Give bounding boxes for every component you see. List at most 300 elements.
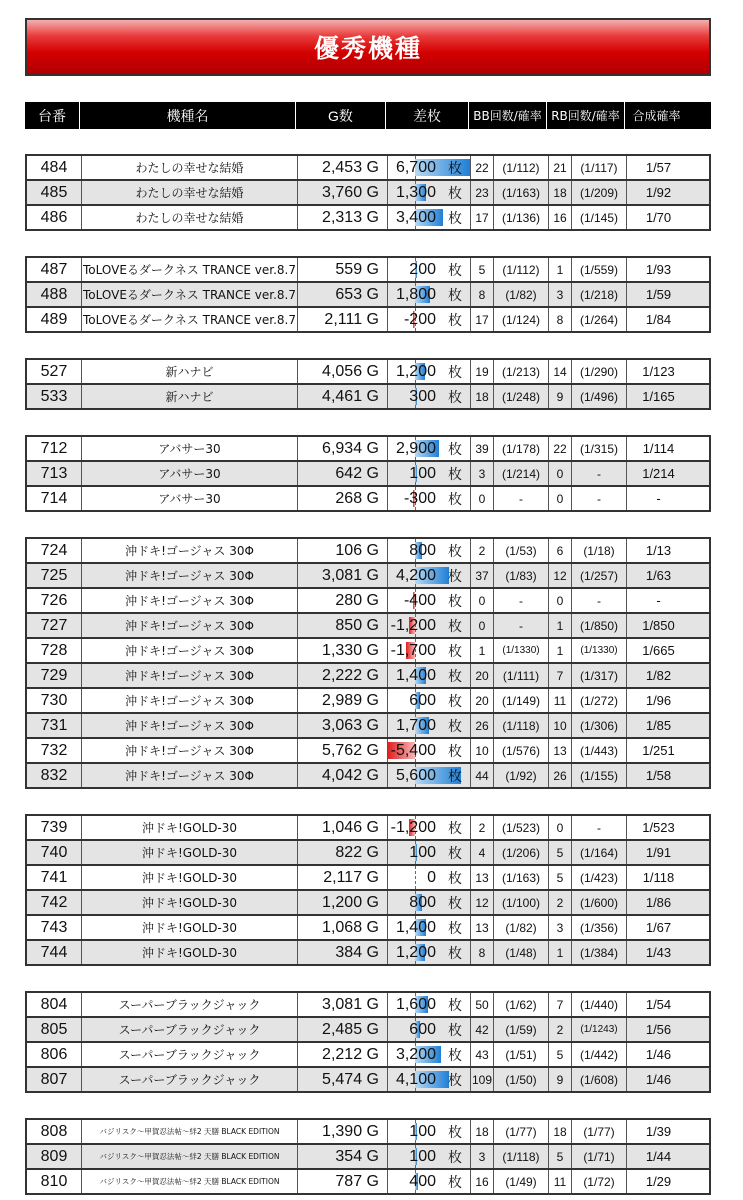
bb-count: 109 [471, 1068, 494, 1091]
bb-rate: (1/59) [494, 1018, 549, 1041]
games-value: 653 [335, 285, 363, 303]
rb-count: 7 [549, 664, 572, 687]
header-total: 合成確率 [632, 109, 681, 123]
total-rate: 1/251 [642, 743, 675, 758]
machine-name: スーパーブラックジャック [82, 1018, 298, 1041]
diff-value: 1,800 [395, 285, 436, 303]
total-rate: 1/29 [645, 1174, 672, 1189]
machine-name: わたしの幸せな結婚 [82, 156, 298, 179]
table-row [27, 1145, 709, 1170]
games-cell [298, 639, 388, 662]
machine-name: 沖ドキ!ゴージャス 30Φ [82, 614, 298, 637]
games-cell [298, 258, 388, 281]
bb-rate: (1/213) [494, 360, 549, 383]
games-cell [298, 1068, 388, 1091]
games-cell [298, 664, 388, 687]
machine-group [25, 1118, 711, 1195]
rb-count: 11 [549, 1170, 572, 1193]
diff-unit: 枚 [448, 592, 462, 609]
games-value: 2,212 [322, 1045, 363, 1063]
games-unit: G [366, 285, 379, 303]
bb-count: 3 [471, 462, 494, 485]
games-cell [298, 156, 388, 179]
diff-cell [388, 564, 471, 587]
table-row [27, 1018, 709, 1043]
machine-name: 沖ドキ!ゴージャス 30Φ [82, 739, 298, 762]
rb-count: 14 [549, 360, 572, 383]
diff-unit: 枚 [448, 1173, 462, 1190]
rb-count: 16 [549, 206, 572, 229]
machine-number: 809 [27, 1145, 82, 1168]
rb-rate: - [572, 462, 627, 485]
table-row [27, 283, 709, 308]
total-rate: 1/93 [645, 262, 672, 277]
table-row [27, 639, 709, 664]
games-unit: G [366, 741, 379, 759]
table-row [27, 841, 709, 866]
games-unit: G [366, 1122, 379, 1140]
header-num: 台番 [25, 102, 80, 129]
bb-rate: (1/51) [494, 1043, 549, 1066]
table-row [27, 181, 709, 206]
bb-rate: (1/48) [494, 941, 549, 964]
diff-unit: 枚 [448, 1071, 462, 1088]
games-cell [298, 589, 388, 612]
games-cell [298, 1170, 388, 1193]
page-title: 優秀機種 [313, 34, 422, 63]
bb-count: 20 [471, 689, 494, 712]
group-gap [25, 231, 711, 256]
rb-count: 2 [549, 891, 572, 914]
rb-rate: (1/71) [572, 1145, 627, 1168]
diff-value: -5,400 [390, 741, 436, 759]
diff-cell [388, 385, 471, 408]
games-value: 106 [335, 541, 363, 559]
rb-count: 12 [549, 564, 572, 587]
rb-count: 3 [549, 283, 572, 306]
diff-value: 2,900 [395, 439, 436, 457]
bb-count: 8 [471, 941, 494, 964]
total-rate: 1/58 [645, 768, 672, 783]
games-cell [298, 308, 388, 331]
bb-rate: (1/178) [494, 437, 549, 460]
rb-count: 21 [549, 156, 572, 179]
rb-rate: (1/608) [572, 1068, 627, 1091]
games-cell [298, 360, 388, 383]
diff-value: -300 [403, 489, 436, 507]
games-value: 850 [335, 616, 363, 634]
diff-unit: 枚 [448, 311, 462, 328]
diff-cell [388, 487, 471, 510]
diff-value: -1,200 [390, 818, 436, 836]
machine-name: 沖ドキ!ゴージャス 30Φ [82, 664, 298, 687]
zero-axis [415, 866, 416, 889]
rb-count: 0 [549, 816, 572, 839]
games-cell [298, 181, 388, 204]
games-value: 1,068 [322, 918, 363, 936]
machine-name: ToLOVEるダークネス TRANCE ver.8.7 [82, 258, 298, 281]
games-unit: G [366, 641, 379, 659]
machine-number: 806 [27, 1043, 82, 1066]
games-unit: G [366, 439, 379, 457]
diff-cell [388, 689, 471, 712]
games-unit: G [366, 843, 379, 861]
bb-rate: (1/118) [494, 714, 549, 737]
games-value: 6,934 [322, 439, 363, 457]
machine-group [25, 358, 711, 410]
machine-number: 527 [27, 360, 82, 383]
diff-cell [388, 156, 471, 179]
rb-count: 0 [549, 487, 572, 510]
rb-rate: (1/559) [572, 258, 627, 281]
machine-group [25, 537, 711, 789]
bb-count: 18 [471, 385, 494, 408]
games-value: 5,474 [322, 1070, 363, 1088]
machine-name: アバサー30 [82, 437, 298, 460]
diff-unit: 枚 [448, 363, 462, 380]
table-row [27, 206, 709, 231]
games-value: 3,760 [322, 183, 363, 201]
diff-cell [388, 437, 471, 460]
games-value: 4,461 [322, 387, 363, 405]
diff-unit: 枚 [448, 944, 462, 961]
diff-value: -1,200 [390, 616, 436, 634]
rb-count: 18 [549, 1120, 572, 1143]
table-row [27, 614, 709, 639]
games-cell [298, 1145, 388, 1168]
machine-group [25, 256, 711, 333]
total-rate: 1/214 [642, 466, 675, 481]
diff-unit: 枚 [448, 844, 462, 861]
total-rate: 1/54 [645, 997, 672, 1012]
games-value: 354 [335, 1147, 363, 1165]
machine-name: スーパーブラックジャック [82, 1043, 298, 1066]
diff-cell [388, 1068, 471, 1091]
diff-value: 3,200 [395, 1045, 436, 1063]
diff-cell [388, 941, 471, 964]
games-unit: G [366, 818, 379, 836]
games-value: 2,989 [322, 691, 363, 709]
table-row [27, 1043, 709, 1068]
games-unit: G [366, 387, 379, 405]
table-header [25, 102, 711, 129]
games-value: 2,117 [323, 868, 363, 886]
games-value: 2,453 [322, 158, 363, 176]
games-cell [298, 1120, 388, 1143]
diff-value: 100 [409, 1122, 436, 1140]
table-row [27, 564, 709, 589]
games-unit: G [366, 766, 379, 784]
rb-count: 3 [549, 916, 572, 939]
bb-count: 44 [471, 764, 494, 787]
diff-unit: 枚 [448, 388, 462, 405]
rb-rate: (1/442) [572, 1043, 627, 1066]
rb-count: 9 [549, 385, 572, 408]
games-unit: G [366, 995, 379, 1013]
table-row [27, 462, 709, 487]
rb-rate: (1/155) [572, 764, 627, 787]
rb-count: 1 [549, 258, 572, 281]
rb-rate: (1/600) [572, 891, 627, 914]
header-name: 機種名 [80, 102, 296, 129]
diff-unit: 枚 [448, 1046, 462, 1063]
table-row [27, 739, 709, 764]
bb-rate: (1/206) [494, 841, 549, 864]
machine-name: 沖ドキ!GOLD-30 [82, 891, 298, 914]
machine-name: 沖ドキ!GOLD-30 [82, 841, 298, 864]
bb-rate: (1/149) [494, 689, 549, 712]
total-rate: 1/67 [645, 920, 672, 935]
machine-name: 沖ドキ!ゴージャス 30Φ [82, 564, 298, 587]
bb-rate: (1/82) [494, 283, 549, 306]
bb-count: 5 [471, 258, 494, 281]
rb-count: 0 [549, 462, 572, 485]
diff-cell [388, 891, 471, 914]
diff-unit: 枚 [448, 184, 462, 201]
bb-rate: (1/214) [494, 462, 549, 485]
rb-count: 13 [549, 739, 572, 762]
games-cell [298, 764, 388, 787]
total-rate: 1/70 [645, 210, 672, 225]
diff-value: 4,100 [395, 1070, 436, 1088]
bb-count: 0 [471, 487, 494, 510]
games-value: 280 [335, 591, 363, 609]
rb-rate: (1/145) [572, 206, 627, 229]
machine-group [25, 154, 711, 231]
games-value: 4,056 [322, 362, 363, 380]
games-cell [298, 891, 388, 914]
diff-value: 0 [427, 868, 436, 886]
diff-cell [388, 181, 471, 204]
diff-unit: 枚 [448, 159, 462, 176]
bb-count: 1 [471, 639, 494, 662]
rb-rate: (1/264) [572, 308, 627, 331]
table-row [27, 437, 709, 462]
machine-name: ToLOVEるダークネス TRANCE ver.8.7 [82, 283, 298, 306]
diff-cell [388, 1120, 471, 1143]
table-row [27, 891, 709, 916]
table-row [27, 385, 709, 410]
rb-rate: (1/290) [572, 360, 627, 383]
games-unit: G [366, 691, 379, 709]
games-unit: G [366, 1070, 379, 1088]
total-rate: - [656, 491, 661, 506]
machine-number: 732 [27, 739, 82, 762]
results-table [25, 102, 711, 1195]
games-value: 3,081 [322, 566, 363, 584]
bb-count: 20 [471, 664, 494, 687]
machine-name: スーパーブラックジャック [82, 993, 298, 1016]
machine-number: 805 [27, 1018, 82, 1041]
games-unit: G [366, 260, 379, 278]
machine-number: 729 [27, 664, 82, 687]
games-cell [298, 487, 388, 510]
diff-unit: 枚 [448, 1148, 462, 1165]
machine-number: 804 [27, 993, 82, 1016]
bb-rate: (1/576) [494, 739, 549, 762]
rb-rate: (1/1330) [572, 639, 627, 662]
rb-rate: (1/117) [572, 156, 627, 179]
diff-cell [388, 714, 471, 737]
rb-rate: (1/384) [572, 941, 627, 964]
games-cell [298, 714, 388, 737]
diff-value: -1,700 [390, 641, 436, 659]
games-unit: G [366, 918, 379, 936]
diff-value: 4,200 [395, 566, 436, 584]
machine-number: 810 [27, 1170, 82, 1193]
games-value: 2,313 [322, 208, 363, 226]
diff-cell [388, 1018, 471, 1041]
machine-name: 沖ドキ!ゴージャス 30Φ [82, 689, 298, 712]
machine-name: バジリスク～甲賀忍法帖～絆2 天膳 BLACK EDITION [82, 1120, 298, 1143]
table-row [27, 1068, 709, 1093]
bb-count: 3 [471, 1145, 494, 1168]
machine-name: 沖ドキ!ゴージャス 30Φ [82, 714, 298, 737]
bb-rate: (1/523) [494, 816, 549, 839]
total-rate: 1/123 [642, 364, 675, 379]
rb-count: 9 [549, 1068, 572, 1091]
bb-count: 13 [471, 916, 494, 939]
games-cell [298, 539, 388, 562]
games-unit: G [366, 464, 379, 482]
rb-count: 5 [549, 1145, 572, 1168]
group-gap [25, 410, 711, 435]
games-cell [298, 841, 388, 864]
machine-number: 727 [27, 614, 82, 637]
games-unit: G [366, 893, 379, 911]
machine-number: 740 [27, 841, 82, 864]
diff-unit: 枚 [448, 1123, 462, 1140]
machine-number: 714 [27, 487, 82, 510]
total-rate: 1/92 [645, 185, 672, 200]
games-unit: G [366, 716, 379, 734]
header-rb: RB回数/確率 [547, 102, 625, 129]
diff-value: 100 [409, 843, 436, 861]
rb-count: 1 [549, 941, 572, 964]
diff-cell [388, 462, 471, 485]
machine-number: 726 [27, 589, 82, 612]
diff-cell [388, 539, 471, 562]
games-value: 384 [335, 943, 363, 961]
machine-number: 739 [27, 816, 82, 839]
games-cell [298, 462, 388, 485]
machine-name: 沖ドキ!GOLD-30 [82, 916, 298, 939]
machine-number: 533 [27, 385, 82, 408]
diff-value: 600 [409, 691, 436, 709]
table-row [27, 1120, 709, 1145]
games-unit: G [366, 1020, 379, 1038]
diff-unit: 枚 [448, 869, 462, 886]
games-cell [298, 816, 388, 839]
bb-rate: (1/53) [494, 539, 549, 562]
diff-cell [388, 1043, 471, 1066]
total-rate: 1/850 [642, 618, 675, 633]
diff-unit: 枚 [448, 819, 462, 836]
games-unit: G [366, 489, 379, 507]
diff-unit: 枚 [448, 742, 462, 759]
rb-rate: (1/440) [572, 993, 627, 1016]
machine-name: 沖ドキ!GOLD-30 [82, 866, 298, 889]
diff-value: 1,400 [395, 666, 436, 684]
rb-rate: (1/443) [572, 739, 627, 762]
rb-rate: (1/18) [572, 539, 627, 562]
machine-number: 808 [27, 1120, 82, 1143]
games-unit: G [366, 591, 379, 609]
machine-name: 沖ドキ!ゴージャス 30Φ [82, 764, 298, 787]
diff-value: 1,700 [395, 716, 436, 734]
bb-count: 13 [471, 866, 494, 889]
machine-number: 713 [27, 462, 82, 485]
total-rate: 1/91 [645, 845, 672, 860]
diff-value: 800 [409, 541, 436, 559]
diff-unit: 枚 [448, 692, 462, 709]
diff-cell [388, 841, 471, 864]
machine-name: わたしの幸せな結婚 [82, 181, 298, 204]
diff-value: 300 [409, 387, 436, 405]
rb-rate: (1/315) [572, 437, 627, 460]
games-cell [298, 866, 388, 889]
machine-number: 488 [27, 283, 82, 306]
rb-count: 6 [549, 539, 572, 562]
diff-unit: 枚 [448, 919, 462, 936]
games-value: 5,762 [322, 741, 363, 759]
total-rate: 1/57 [645, 160, 672, 175]
rb-rate: (1/850) [572, 614, 627, 637]
table-row [27, 360, 709, 385]
games-unit: G [366, 868, 379, 886]
games-value: 3,063 [322, 716, 363, 734]
games-unit: G [366, 943, 379, 961]
rb-count: 7 [549, 993, 572, 1016]
diff-cell [388, 1145, 471, 1168]
diff-unit: 枚 [448, 996, 462, 1013]
bb-rate: (1/112) [494, 258, 549, 281]
machine-number: 712 [27, 437, 82, 460]
diff-value: -200 [403, 310, 436, 328]
bb-count: 0 [471, 614, 494, 637]
total-rate: 1/85 [645, 718, 672, 733]
games-cell [298, 564, 388, 587]
machine-number: 743 [27, 916, 82, 939]
bb-rate: (1/112) [494, 156, 549, 179]
machine-name: バジリスク～甲賀忍法帖～絆2 天膳 BLACK EDITION [82, 1170, 298, 1193]
diff-value: 600 [409, 1020, 436, 1038]
diff-cell [388, 614, 471, 637]
diff-unit: 枚 [448, 667, 462, 684]
bb-rate: (1/163) [494, 181, 549, 204]
diff-cell [388, 866, 471, 889]
diff-value: 3,400 [395, 208, 436, 226]
diff-value: 1,200 [395, 362, 436, 380]
total-rate: 1/114 [642, 441, 675, 456]
games-value: 559 [335, 260, 363, 278]
bb-count: 19 [471, 360, 494, 383]
header-diff: 差枚 [386, 102, 469, 129]
bb-count: 42 [471, 1018, 494, 1041]
machine-group [25, 814, 711, 966]
diff-unit: 枚 [448, 286, 462, 303]
rb-rate: - [572, 816, 627, 839]
table-row [27, 589, 709, 614]
diff-cell [388, 664, 471, 687]
machine-number: 489 [27, 308, 82, 331]
machine-name: 沖ドキ!ゴージャス 30Φ [82, 639, 298, 662]
bb-count: 22 [471, 156, 494, 179]
group-gap [25, 789, 711, 814]
games-unit: G [366, 616, 379, 634]
machine-name: 新ハナビ [82, 385, 298, 408]
table-row [27, 816, 709, 841]
